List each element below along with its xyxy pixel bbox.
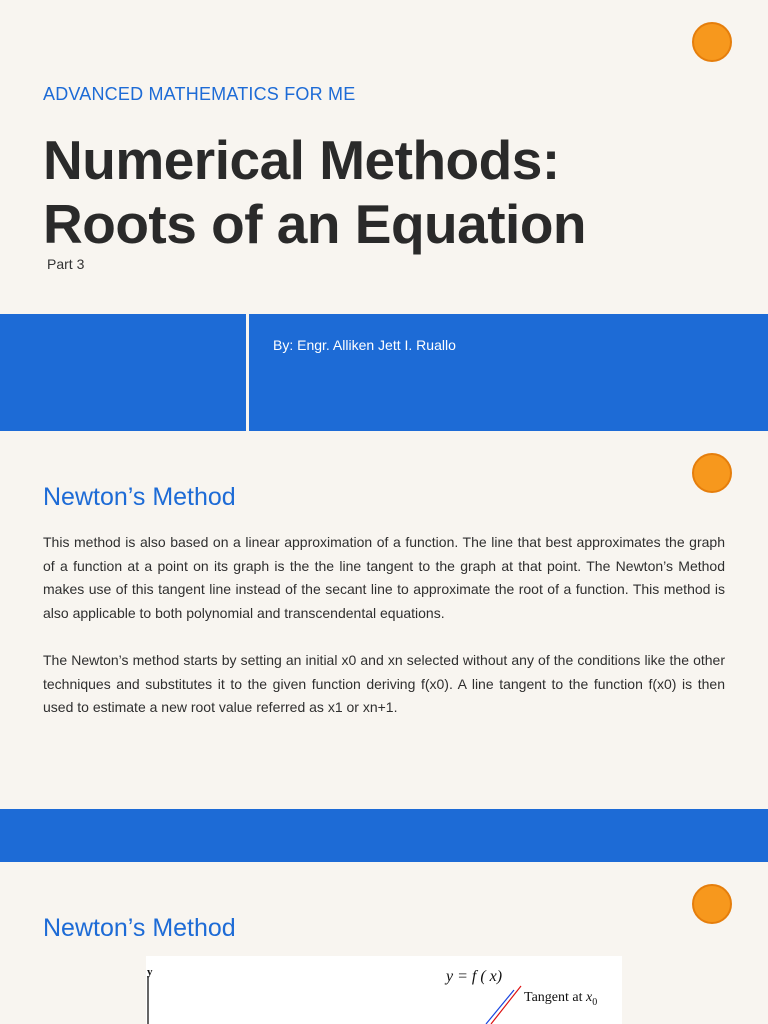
title-slide xyxy=(0,0,768,314)
newtons-method-slide xyxy=(0,431,768,809)
tangent-point: x xyxy=(586,990,593,1005)
section-heading: Newton’s Method xyxy=(43,483,236,511)
tangent-figure xyxy=(146,956,622,1024)
y-axis-label: y xyxy=(147,966,153,978)
author-credit: By: Engr. Alliken Jett I. Ruallo xyxy=(273,337,456,353)
tangent-label xyxy=(524,990,597,1008)
tangent-subscript: 0 xyxy=(592,996,598,1008)
orange-circle-icon xyxy=(692,453,732,493)
band-divider xyxy=(246,314,249,431)
orange-circle-icon xyxy=(692,884,732,924)
tangent-line xyxy=(486,990,514,1024)
author-band xyxy=(0,314,768,431)
course-subtitle: ADVANCED MATHEMATICS FOR ME xyxy=(43,84,356,104)
orange-circle-icon xyxy=(692,22,732,62)
part-label: Part 3 xyxy=(47,256,85,272)
curve-line xyxy=(491,986,521,1024)
divider-band xyxy=(0,809,768,862)
paragraph-1: This method is also based on a linear approximation of a function. The line that best approximates the graph of a function at a point on its graph is the the line tangent to the graph at that point. The Newton’s Method makes use of this tangent line instead of the secant line to approximate the root of a function. This method is also applicable to both polynomial and transcendental equations. xyxy=(43,534,725,621)
section-heading: Newton’s Method xyxy=(43,914,236,942)
tangent-label-text: Tangent at xyxy=(524,990,583,1005)
paragraph-2: The Newton’s method starts by setting an initial x0 and xn selected without any of the conditions like the other techniques and substitutes it to the given function deriving f(x0). A line tangent to the function f(x0) is then used to estimate a new root value referred as x1 or xn+1. xyxy=(43,652,725,715)
page-title xyxy=(43,128,586,256)
function-label: y = f ( x) xyxy=(446,968,503,985)
title-line-2: Roots of an Equation xyxy=(43,193,587,255)
title-line-1: Numerical Methods: xyxy=(43,129,560,191)
